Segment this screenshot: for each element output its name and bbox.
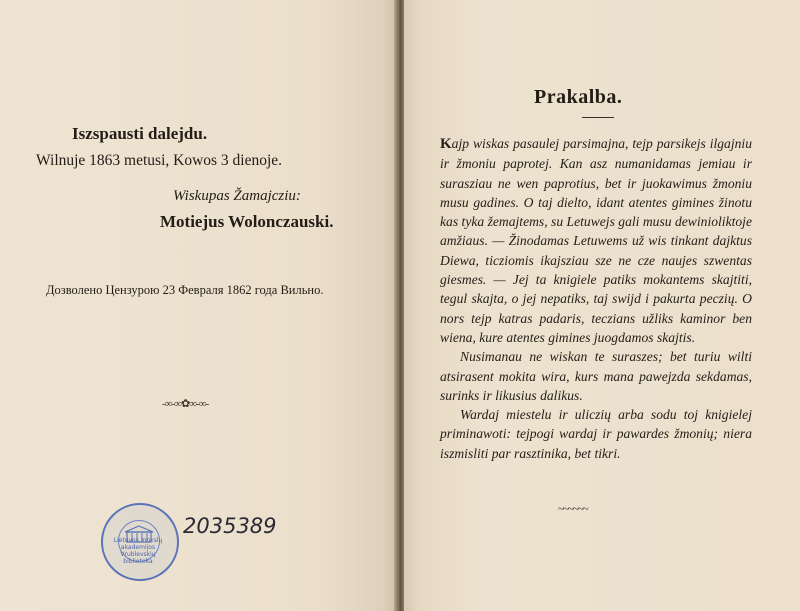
bishop-name: Motiejus Wolonczauski. — [160, 212, 334, 231]
dropcap-letter: K — [440, 136, 452, 152]
paragraph-3: Wardaj miestelu ir uliczių arba sodu toj knigielej priminawoti: tejpogi wardaj ir pawardes žmonių; niera iszmisliti par rasztinika, bet tikri. — [440, 407, 752, 461]
imprimatur-line: Iszspausti dalejdu. — [72, 124, 208, 143]
paragraph-1-text: ajp wiskas pasaulej parsimajna, tejp parsikejs ilgajniu ir žmoniu paprotej. Kan asz numanidamas jemiau ir surasziau ne wen paprotius, bet ir juokawimus žmoniu musu gadines. O taj dielto, idant atentes gimines žinotu kas tyka žemajtems, su Letuwejs gali musu dewinioliktoje amžiaus. — Žinodamas Letuwems už wis tinkant dajktus Diewa, ticziomis ikajsziau sze ne cze naujes szwentas giesmes. — Jej ta knigiele patiks mokantems skajtiti, tegul skajta, o jej nepatiks, taj swijd i pakurta peczių. O nors tejp katras padaris, teczians užliks kaminor ben wiena, kure atentes gimines juogdamos skajtis. — [440, 136, 752, 345]
bishop-title: Wiskupas Žamajcziu: — [173, 188, 301, 204]
stamp-text: Lietuvos mokslų akademijos Vrublevskių biblioteka — [113, 537, 163, 565]
left-page — [0, 0, 396, 611]
page-heading: Prakalba. — [534, 86, 623, 108]
ornament-divider-end: ~~~~~~ — [558, 503, 588, 515]
heading-rule — [582, 117, 614, 118]
paragraph-2: Nusimanau ne wiskan te suraszes; bet turiu wilti atsirasent mokita wira, kurs mana pawejzda sekdamas, surinks ir likusius dalikus. — [440, 349, 752, 403]
library-stamp — [101, 503, 179, 581]
paragraph-1 — [440, 134, 752, 347]
accession-number: 2035389 — [183, 514, 277, 538]
censor-note: Дозволено Цензурою 23 Февраля 1862 года Вильно. — [46, 283, 324, 297]
place-date-line: Wilnuje 1863 metusi, Kowos 3 dienoje. — [36, 152, 283, 169]
ornament-divider: -∞-∞✿∞-∞- — [162, 398, 209, 410]
preface-text — [440, 134, 752, 463]
